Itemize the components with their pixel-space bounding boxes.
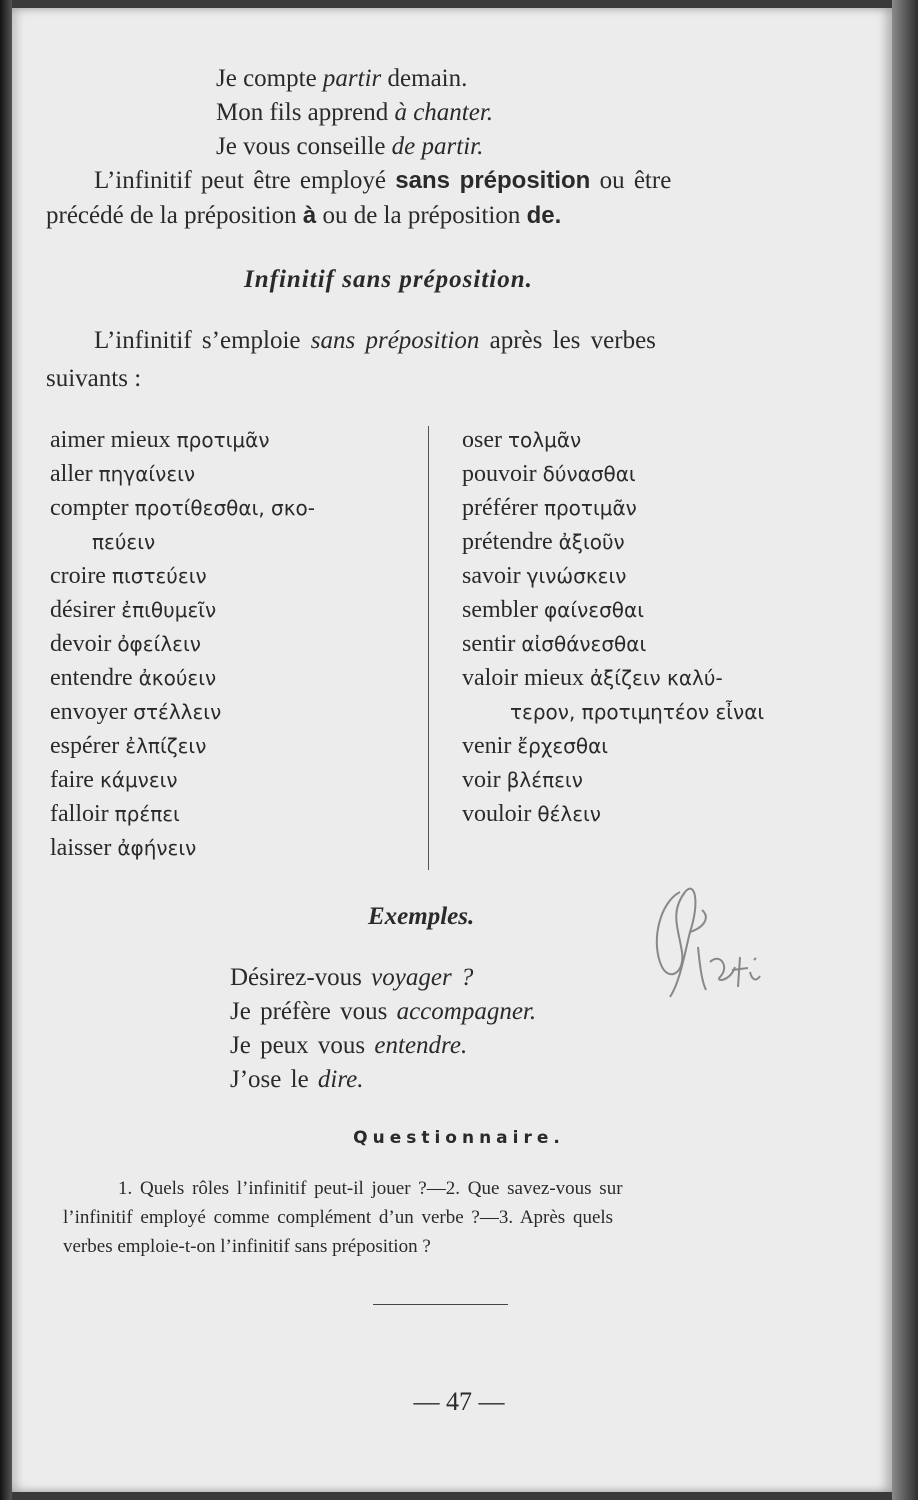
verb-greek: τερον, προτιμητέον εἶναι xyxy=(510,700,765,724)
verb-greek: προτίθεσθαι, σκο- xyxy=(134,496,315,520)
italic-text: partir xyxy=(322,65,382,92)
verb-greek: ἀφήνειν xyxy=(117,836,197,860)
verb-entry xyxy=(462,459,636,489)
verb-entry xyxy=(510,697,764,727)
section-divider xyxy=(373,1304,508,1305)
section-heading: Infinitif sans préposition. xyxy=(244,266,533,293)
verb-entry xyxy=(50,833,196,863)
questionnaire-line-1: 1. Quels rôles l’infinitif peut-il jouer ?—2. Que savez-vous sur xyxy=(118,1178,623,1199)
rule-paragraph-line-1 xyxy=(94,166,671,196)
verb-french: devoir xyxy=(50,631,118,657)
text: précédé de la préposition xyxy=(46,202,303,229)
verb-french: vouloir xyxy=(462,801,538,827)
verb-greek: θέλειν xyxy=(537,802,601,826)
verb-greek: κάμνειν xyxy=(99,768,178,792)
italic-text: à chanter. xyxy=(394,99,494,126)
text: J’ose le xyxy=(230,1066,318,1093)
verb-entry xyxy=(50,799,180,829)
intro-line-3 xyxy=(216,132,483,162)
verb-french: espérer xyxy=(50,733,126,759)
italic-text: sans préposition xyxy=(310,327,480,354)
verb-entry xyxy=(462,765,583,795)
verb-french: désirer xyxy=(50,597,122,623)
verb-french: entendre xyxy=(50,665,139,691)
text: Désirez-vous xyxy=(230,964,372,991)
questionnaire-title: Questionnaire. xyxy=(353,1128,565,1148)
verb-entry xyxy=(50,663,216,693)
text: après les verbes xyxy=(479,327,656,354)
text: Je compte xyxy=(216,65,323,92)
verb-entry xyxy=(462,595,644,625)
verb-greek: φαίνεσθαι xyxy=(543,598,644,622)
italic-text: voyager ? xyxy=(371,964,474,991)
text: Je peux vous xyxy=(230,1032,375,1059)
italic-text: entendre. xyxy=(374,1032,468,1059)
verb-french: oser xyxy=(462,427,508,453)
verb-greek: ἔρχεσθαι xyxy=(517,734,609,758)
text: ou de la préposition xyxy=(316,202,527,229)
rule-paragraph-line-2 xyxy=(46,201,561,231)
verb-entry xyxy=(92,527,155,557)
verb-greek: ἀξίζειν καλύ- xyxy=(589,666,723,690)
page-edge-left xyxy=(0,0,12,1500)
verb-french: préférer xyxy=(462,495,544,521)
verb-french: venir xyxy=(462,733,518,759)
verb-french: voir xyxy=(462,767,507,793)
verb-french: valoir mieux xyxy=(462,665,590,691)
verb-greek: πιστεύειν xyxy=(111,564,207,588)
page-edge-right xyxy=(892,0,918,1500)
verb-french: prétendre xyxy=(462,529,559,555)
italic-text: de partir. xyxy=(391,133,484,160)
intro-line-1 xyxy=(216,64,467,94)
verb-greek: πεύειν xyxy=(92,530,156,554)
verb-greek: τολμᾶν xyxy=(507,428,582,452)
verb-greek: ἐπιθυμεῖν xyxy=(121,598,217,622)
page-number: — 47 — xyxy=(413,1387,505,1416)
verb-french: sembler xyxy=(462,597,544,623)
bold-text: de. xyxy=(526,202,562,229)
verb-greek: αἰσθάνεσθαι xyxy=(521,632,647,656)
verb-entry xyxy=(50,493,315,523)
verb-greek: ἐλπίζειν xyxy=(125,734,207,758)
verb-entry xyxy=(462,663,723,693)
verb-entry xyxy=(50,561,207,591)
text: L’infinitif peut être employé xyxy=(94,167,396,194)
verb-entry xyxy=(462,425,581,455)
verb-entry xyxy=(50,629,201,659)
verb-entry xyxy=(462,629,646,659)
verb-french: compter xyxy=(50,495,135,521)
example-sentence xyxy=(230,963,473,993)
paragraph-line-2: suivants : xyxy=(46,365,142,392)
example-sentence xyxy=(230,1031,467,1061)
questionnaire-line-2: l’infinitif employé comme complément d’un verbe ?—3. Après quels xyxy=(63,1207,614,1228)
text: Mon fils apprend xyxy=(216,99,395,126)
verb-entry xyxy=(50,731,206,761)
verb-entry xyxy=(462,527,625,557)
verb-greek: γινώσκειν xyxy=(526,564,627,588)
example-sentence xyxy=(230,1065,364,1095)
verb-entry xyxy=(50,425,270,455)
italic-text: dire. xyxy=(317,1066,364,1093)
verb-entry xyxy=(462,799,601,829)
verb-french: savoir xyxy=(462,563,527,589)
verb-greek: βλέπειν xyxy=(506,768,583,792)
verb-greek: πηγαίνειν xyxy=(98,462,196,486)
verb-french: croire xyxy=(50,563,112,589)
verb-french: pouvoir xyxy=(462,461,543,487)
verb-entry xyxy=(50,459,195,489)
text: demain. xyxy=(381,65,468,92)
verb-entry xyxy=(462,731,608,761)
verb-french: envoyer xyxy=(50,699,134,725)
verb-greek: δύνασθαι xyxy=(542,462,636,486)
intro-line-2 xyxy=(216,98,493,128)
bold-text: à xyxy=(302,202,317,229)
verb-french: aller xyxy=(50,461,99,487)
verb-greek: ἀκούειν xyxy=(138,666,217,690)
bold-text: sans préposition xyxy=(395,167,591,194)
verb-french: aimer mieux xyxy=(50,427,177,453)
paragraph-line-1 xyxy=(94,326,656,356)
verb-french: sentir xyxy=(462,631,522,657)
italic-text: accompagner. xyxy=(396,998,537,1025)
verb-entry xyxy=(50,765,178,795)
verb-french: laisser xyxy=(50,835,118,861)
text: Je préfère vous xyxy=(230,998,397,1025)
questionnaire-line-3: verbes emploie-t-on l’infinitif sans préposition ? xyxy=(63,1236,431,1257)
verb-entry xyxy=(50,595,216,625)
verb-french: falloir xyxy=(50,801,115,827)
verb-greek: ἀξιοῦν xyxy=(558,530,625,554)
text: Je vous conseille xyxy=(216,133,392,160)
text: L’infinitif s’emploie xyxy=(94,327,311,354)
verb-greek: στέλλειν xyxy=(133,700,222,724)
column-divider xyxy=(428,426,429,870)
text: ou être xyxy=(590,167,672,194)
handwritten-signature xyxy=(640,872,770,1012)
verb-greek: πρέπει xyxy=(114,802,180,826)
verb-greek: προτιμᾶν xyxy=(543,496,637,520)
example-sentence xyxy=(230,997,536,1027)
verb-entry xyxy=(50,697,221,727)
verb-entry xyxy=(462,561,626,591)
examples-heading: Exemples. xyxy=(368,903,475,930)
verb-entry xyxy=(462,493,637,523)
verb-french: faire xyxy=(50,767,100,793)
verb-greek: ὀφείλειν xyxy=(117,632,201,656)
verb-greek: προτιμᾶν xyxy=(176,428,270,452)
